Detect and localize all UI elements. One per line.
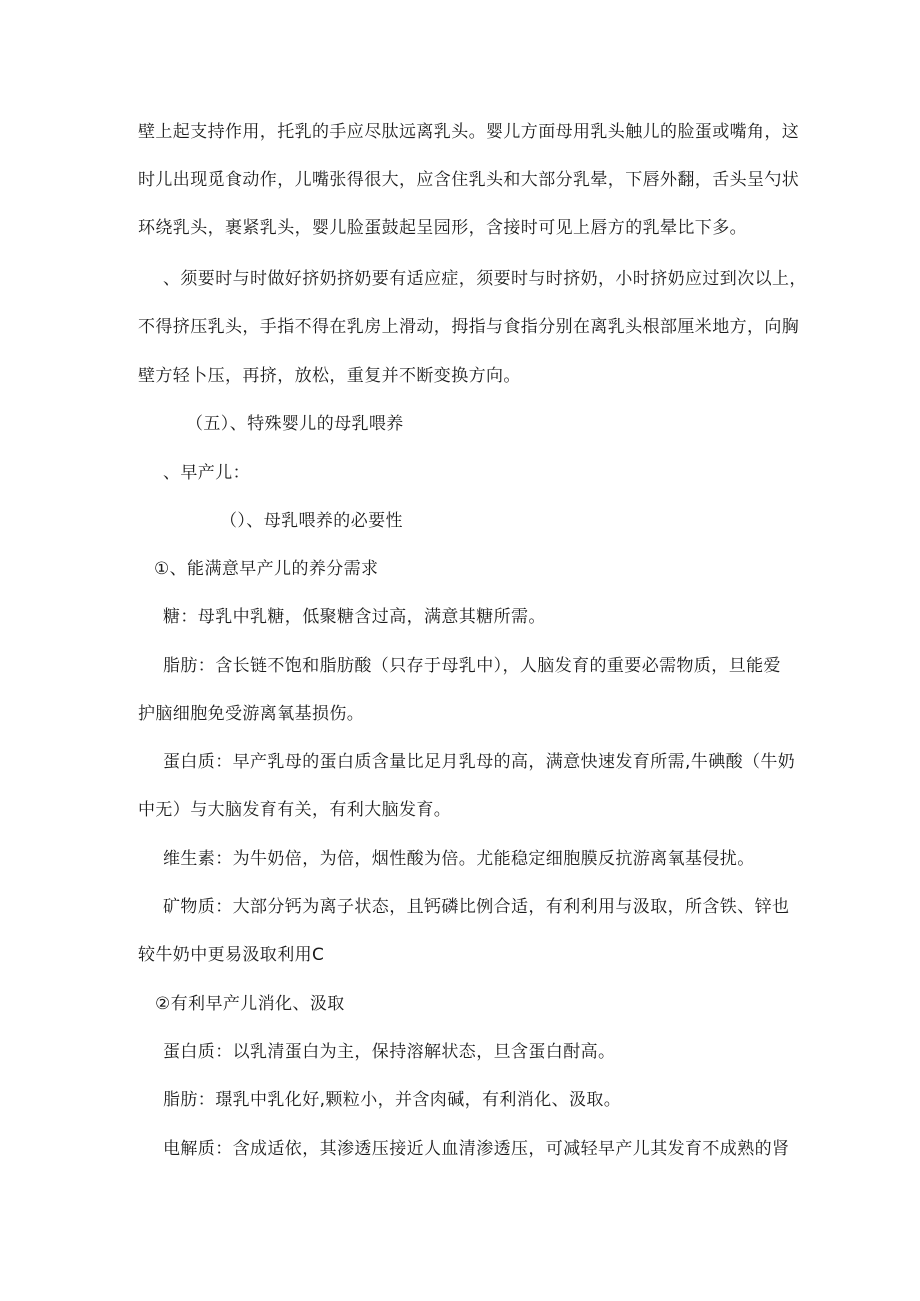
paragraph-line: 、须要时与时做好挤奶挤奶要有适应症，须要时与时挤奶，小时挤奶应过到次以上， xyxy=(163,269,807,289)
subsection-heading: 、早产儿： xyxy=(163,463,250,483)
paragraph-line: 脂肪：璟乳中乳化好,颗粒小，并含肉碱，有利消化、汲取。 xyxy=(163,1090,622,1110)
paragraph-line: 维生素：为牛奶倍，为倍，烟性酸为倍。尤能稳定细胞膜反抗游离氧基侵扰。 xyxy=(163,849,755,869)
paragraph-line: 中无）与大脑发育有关，有利大脑发育。 xyxy=(138,800,452,820)
paragraph-line: 环绕乳头，裹紧乳头，婴儿脸蛋鼓起呈园形，含接时可见上唇方的乳晕比下多。 xyxy=(138,218,747,238)
subsection-heading: （）、母乳喂养的必要性 xyxy=(220,511,403,531)
list-item-heading: ②有利早产儿消化、汲取 xyxy=(155,994,345,1014)
paragraph-line: 矿物质：大部分钙为离子状态，且钙磷比例合适，有利利用与汲取，所含铁、锌也 xyxy=(163,897,790,917)
paragraph-line: 脂肪：含长链不饱和脂肪酸（只存于母乳中），人脑发育的重要必需物质，旦能爱 xyxy=(163,656,781,676)
paragraph-line: 电解质：含成适依，其渗透压接近人血清渗透压，可减轻早产儿其发育不成熟的肾 xyxy=(163,1139,790,1159)
paragraph-line: 糖：母乳中乳糖，低聚糖含过高，满意其糖所需。 xyxy=(163,607,546,627)
paragraph-line: 不得挤压乳头，手指不得在乳房上滑动，拇指与食指分别在离乳头根部厘米地方，向胸 xyxy=(138,317,800,337)
paragraph-line: 壁方轻卜压，再挤，放松，重复并不断变换方向。 xyxy=(138,366,521,386)
paragraph-line: 较牛奶中更易汲取利用C xyxy=(138,945,325,965)
paragraph-line: 蛋白质：早产乳母的蛋白质含量比足月乳母的高，满意快速发育所需,牛碘酸（牛奶 xyxy=(163,752,796,772)
paragraph-line: 时儿出现觅食动作，儿嘴张得很大，应含住乳头和大部分乳晕，下唇外翻，舌头呈勺状 xyxy=(138,170,800,190)
section-heading: （五）、特殊婴儿的母乳喂养 xyxy=(186,414,404,434)
list-item-heading: ①、能满意早产儿的养分需求 xyxy=(154,559,379,579)
paragraph-line: 壁上起支持作用，托乳的手应尽肽远离乳头。婴儿方面母用乳头触儿的脸蛋或嘴角，这 xyxy=(138,122,800,142)
paragraph-line: 蛋白质：以乳清蛋白为主，保持溶解状态，旦含蛋白酎高。 xyxy=(163,1042,616,1062)
paragraph-line: 护脑细胞免受游离氧基损伤。 xyxy=(138,704,365,724)
